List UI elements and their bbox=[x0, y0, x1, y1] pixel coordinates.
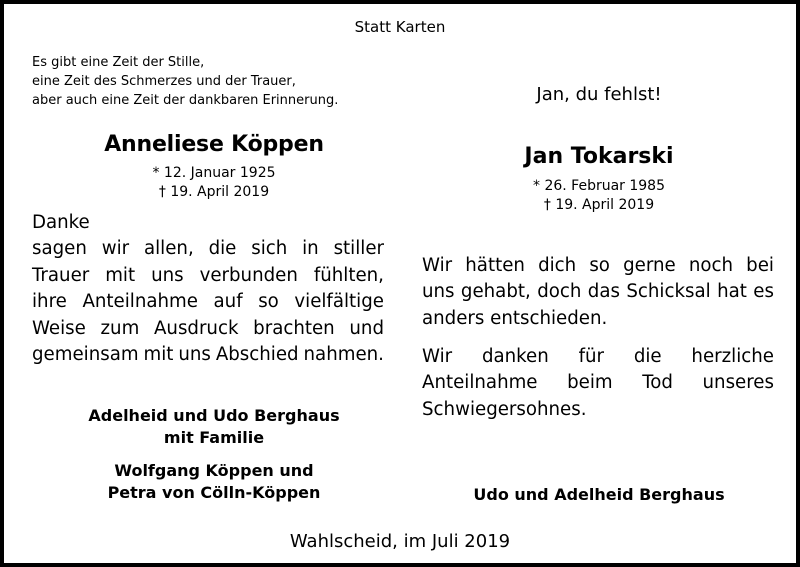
word: Abschied bbox=[215, 344, 299, 366]
word: Trauer bbox=[32, 264, 90, 286]
right-signature: Udo und Adelheid Berghaus bbox=[473, 485, 725, 504]
word: herzliche bbox=[691, 346, 774, 367]
word: uns bbox=[178, 344, 211, 366]
word: Tod bbox=[642, 372, 673, 394]
word: vielfältige bbox=[294, 291, 384, 313]
deceased-name-right: Jan Tokarski bbox=[524, 144, 674, 169]
word: Wir bbox=[422, 255, 453, 276]
word: Wir bbox=[422, 346, 453, 367]
left-thanks-text bbox=[32, 210, 384, 368]
death-date: † 19. April 2019 bbox=[543, 197, 655, 213]
word: es bbox=[753, 281, 774, 303]
word: hat bbox=[717, 281, 747, 303]
word: so bbox=[589, 255, 610, 276]
word: die bbox=[208, 238, 237, 260]
word: bei bbox=[746, 255, 774, 276]
word: verbunden bbox=[199, 264, 298, 286]
text-line bbox=[422, 344, 774, 370]
right-paragraph-1 bbox=[422, 253, 774, 332]
deceased-name-left: Anneliese Köppen bbox=[104, 132, 324, 157]
word: zum bbox=[100, 317, 140, 339]
signature-line: mit Familie bbox=[163, 428, 265, 447]
left-motto bbox=[32, 53, 338, 110]
word: gehabt, bbox=[460, 281, 531, 303]
text-line bbox=[32, 210, 384, 236]
text-line bbox=[32, 316, 384, 342]
header-statt-karten: Statt Karten bbox=[354, 18, 446, 36]
word: unseres bbox=[702, 372, 774, 394]
word: Schwiegersohnes. bbox=[422, 398, 587, 420]
word: uns bbox=[151, 264, 184, 286]
word: doch bbox=[537, 281, 582, 303]
word: brachten bbox=[253, 317, 335, 339]
word: ihre bbox=[32, 291, 67, 313]
text-line bbox=[32, 263, 384, 289]
death-date: † 19. April 2019 bbox=[158, 184, 270, 200]
word: beim bbox=[567, 372, 613, 394]
text-line bbox=[422, 370, 774, 396]
text-line bbox=[422, 306, 774, 332]
word: so bbox=[258, 291, 279, 313]
word: noch bbox=[688, 255, 734, 276]
right-dates bbox=[414, 177, 784, 215]
text-line bbox=[32, 342, 384, 368]
motto-line: aber auch eine Zeit der dankbaren Erinnerung. bbox=[32, 93, 339, 108]
word: in bbox=[302, 238, 319, 260]
word: hätten bbox=[465, 255, 525, 276]
signature-line: Petra von Cölln-Köppen bbox=[107, 483, 321, 502]
motto-line: eine Zeit des Schmerzes und der Trauer, bbox=[32, 74, 296, 89]
right-motto: Jan, du fehlst! bbox=[536, 84, 662, 105]
word: sagen bbox=[32, 238, 87, 260]
birth-date: * 26. Februar 1985 bbox=[533, 178, 665, 194]
left-dates bbox=[34, 164, 394, 202]
word: danken bbox=[481, 346, 549, 367]
motto-line: Es gibt eine Zeit der Stille, bbox=[32, 55, 205, 70]
word: anders entschieden. bbox=[422, 307, 608, 329]
footer-place-date: Wahlscheid, im Juli 2019 bbox=[289, 531, 511, 552]
word: nahmen. bbox=[303, 344, 384, 366]
word: Ausdruck bbox=[153, 317, 239, 339]
signature-line: Wolfgang Köppen und bbox=[114, 461, 314, 480]
word: mit bbox=[143, 344, 174, 366]
word: Anteilnahme bbox=[82, 291, 198, 313]
word: dich bbox=[538, 255, 577, 276]
word: für bbox=[578, 346, 604, 367]
left-signature-1 bbox=[34, 405, 394, 449]
word: die bbox=[633, 346, 662, 367]
text-line bbox=[32, 289, 384, 315]
word: allen, bbox=[143, 238, 194, 260]
signature-line: Adelheid und Udo Berghaus bbox=[88, 406, 340, 425]
birth-date: * 12. Januar 1925 bbox=[152, 165, 276, 181]
word: das bbox=[587, 281, 620, 303]
word: gerne bbox=[623, 255, 676, 276]
right-paragraph-2 bbox=[422, 344, 774, 423]
word: fühlten, bbox=[313, 264, 384, 286]
word: gemeinsam bbox=[32, 344, 139, 366]
text-line bbox=[422, 397, 774, 423]
word: Schicksal bbox=[626, 281, 711, 303]
word: uns bbox=[422, 281, 455, 303]
word: mit bbox=[105, 264, 136, 286]
left-signature-2 bbox=[34, 460, 394, 504]
word: Danke bbox=[32, 212, 90, 233]
word: Anteilnahme bbox=[422, 372, 538, 394]
text-line bbox=[422, 279, 774, 305]
text-line bbox=[32, 236, 384, 262]
word: Weise bbox=[32, 317, 86, 339]
text-line bbox=[422, 253, 774, 279]
word: und bbox=[349, 317, 384, 339]
word: sich bbox=[251, 238, 288, 260]
word: wir bbox=[101, 238, 130, 260]
word: auf bbox=[213, 291, 243, 313]
word: stiller bbox=[333, 238, 384, 260]
